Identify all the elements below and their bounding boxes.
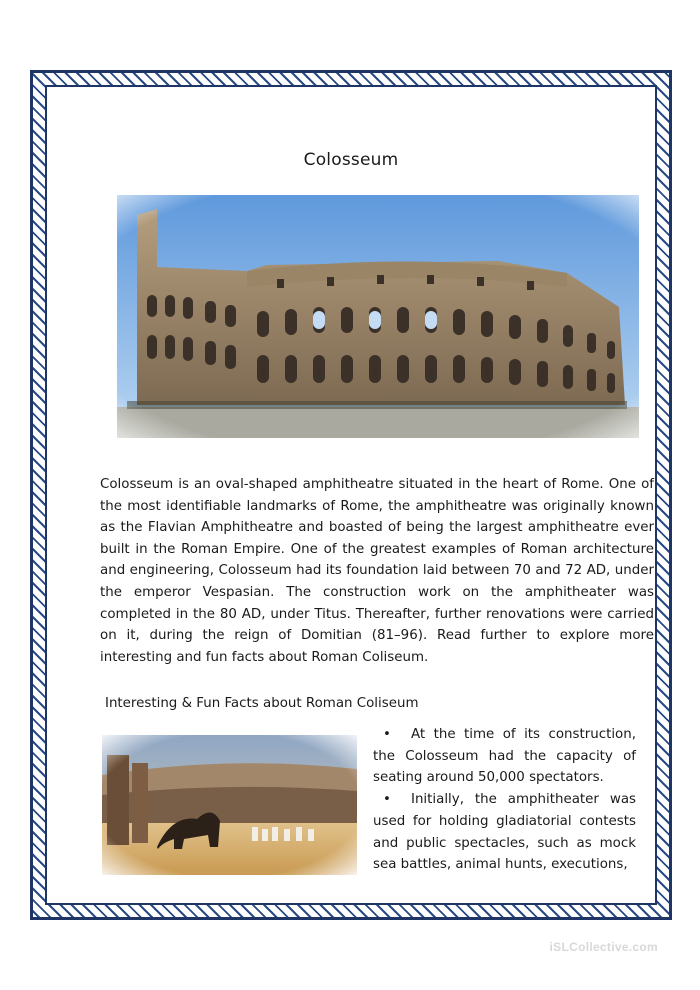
watermark: iSLCollective.com <box>549 940 658 954</box>
facts-heading: Interesting & Fun Facts about Roman Coliseum <box>105 696 419 711</box>
bullet-icon: • <box>383 792 391 808</box>
bullet-icon: • <box>383 727 391 742</box>
arena-painting <box>102 735 357 875</box>
facts-list <box>373 724 636 876</box>
page-title: Colosseum <box>303 150 399 170</box>
fact-text: Initially, the amphitheater was used for holding gladiatorial contests and public spectacles, such as mock sea battles, animal hunts, executions, <box>373 792 636 873</box>
page-content <box>45 85 657 905</box>
list-item <box>373 724 636 789</box>
colosseum-photo <box>117 195 639 438</box>
fact-text: At the time of its construction, the Colosseum had the capacity of seating around 50,000 spectators. <box>373 727 636 786</box>
decorative-border <box>30 70 672 920</box>
intro-paragraph: Colosseum is an oval-shaped amphitheatre situated in the heart of Rome. One of the most identifiable landmarks of Rome, the amphitheatre was originally known as the Flavian Amphitheatre and boasted of being the largest amphitheatre ever built in the Roman Empire. One of the greatest examples of Roman architecture and engineering, Colosseum had its foundation laid between 70 and 72 AD, under the emperor Vespasian. The construction work on the amphitheater was completed in the 80 AD, under Titus. Thereafter, further renovations were carried on it, during the reign of Domitian (81–96). Read further to explore more interesting and fun facts about Roman Coliseum. <box>100 477 654 665</box>
list-item <box>373 789 636 876</box>
